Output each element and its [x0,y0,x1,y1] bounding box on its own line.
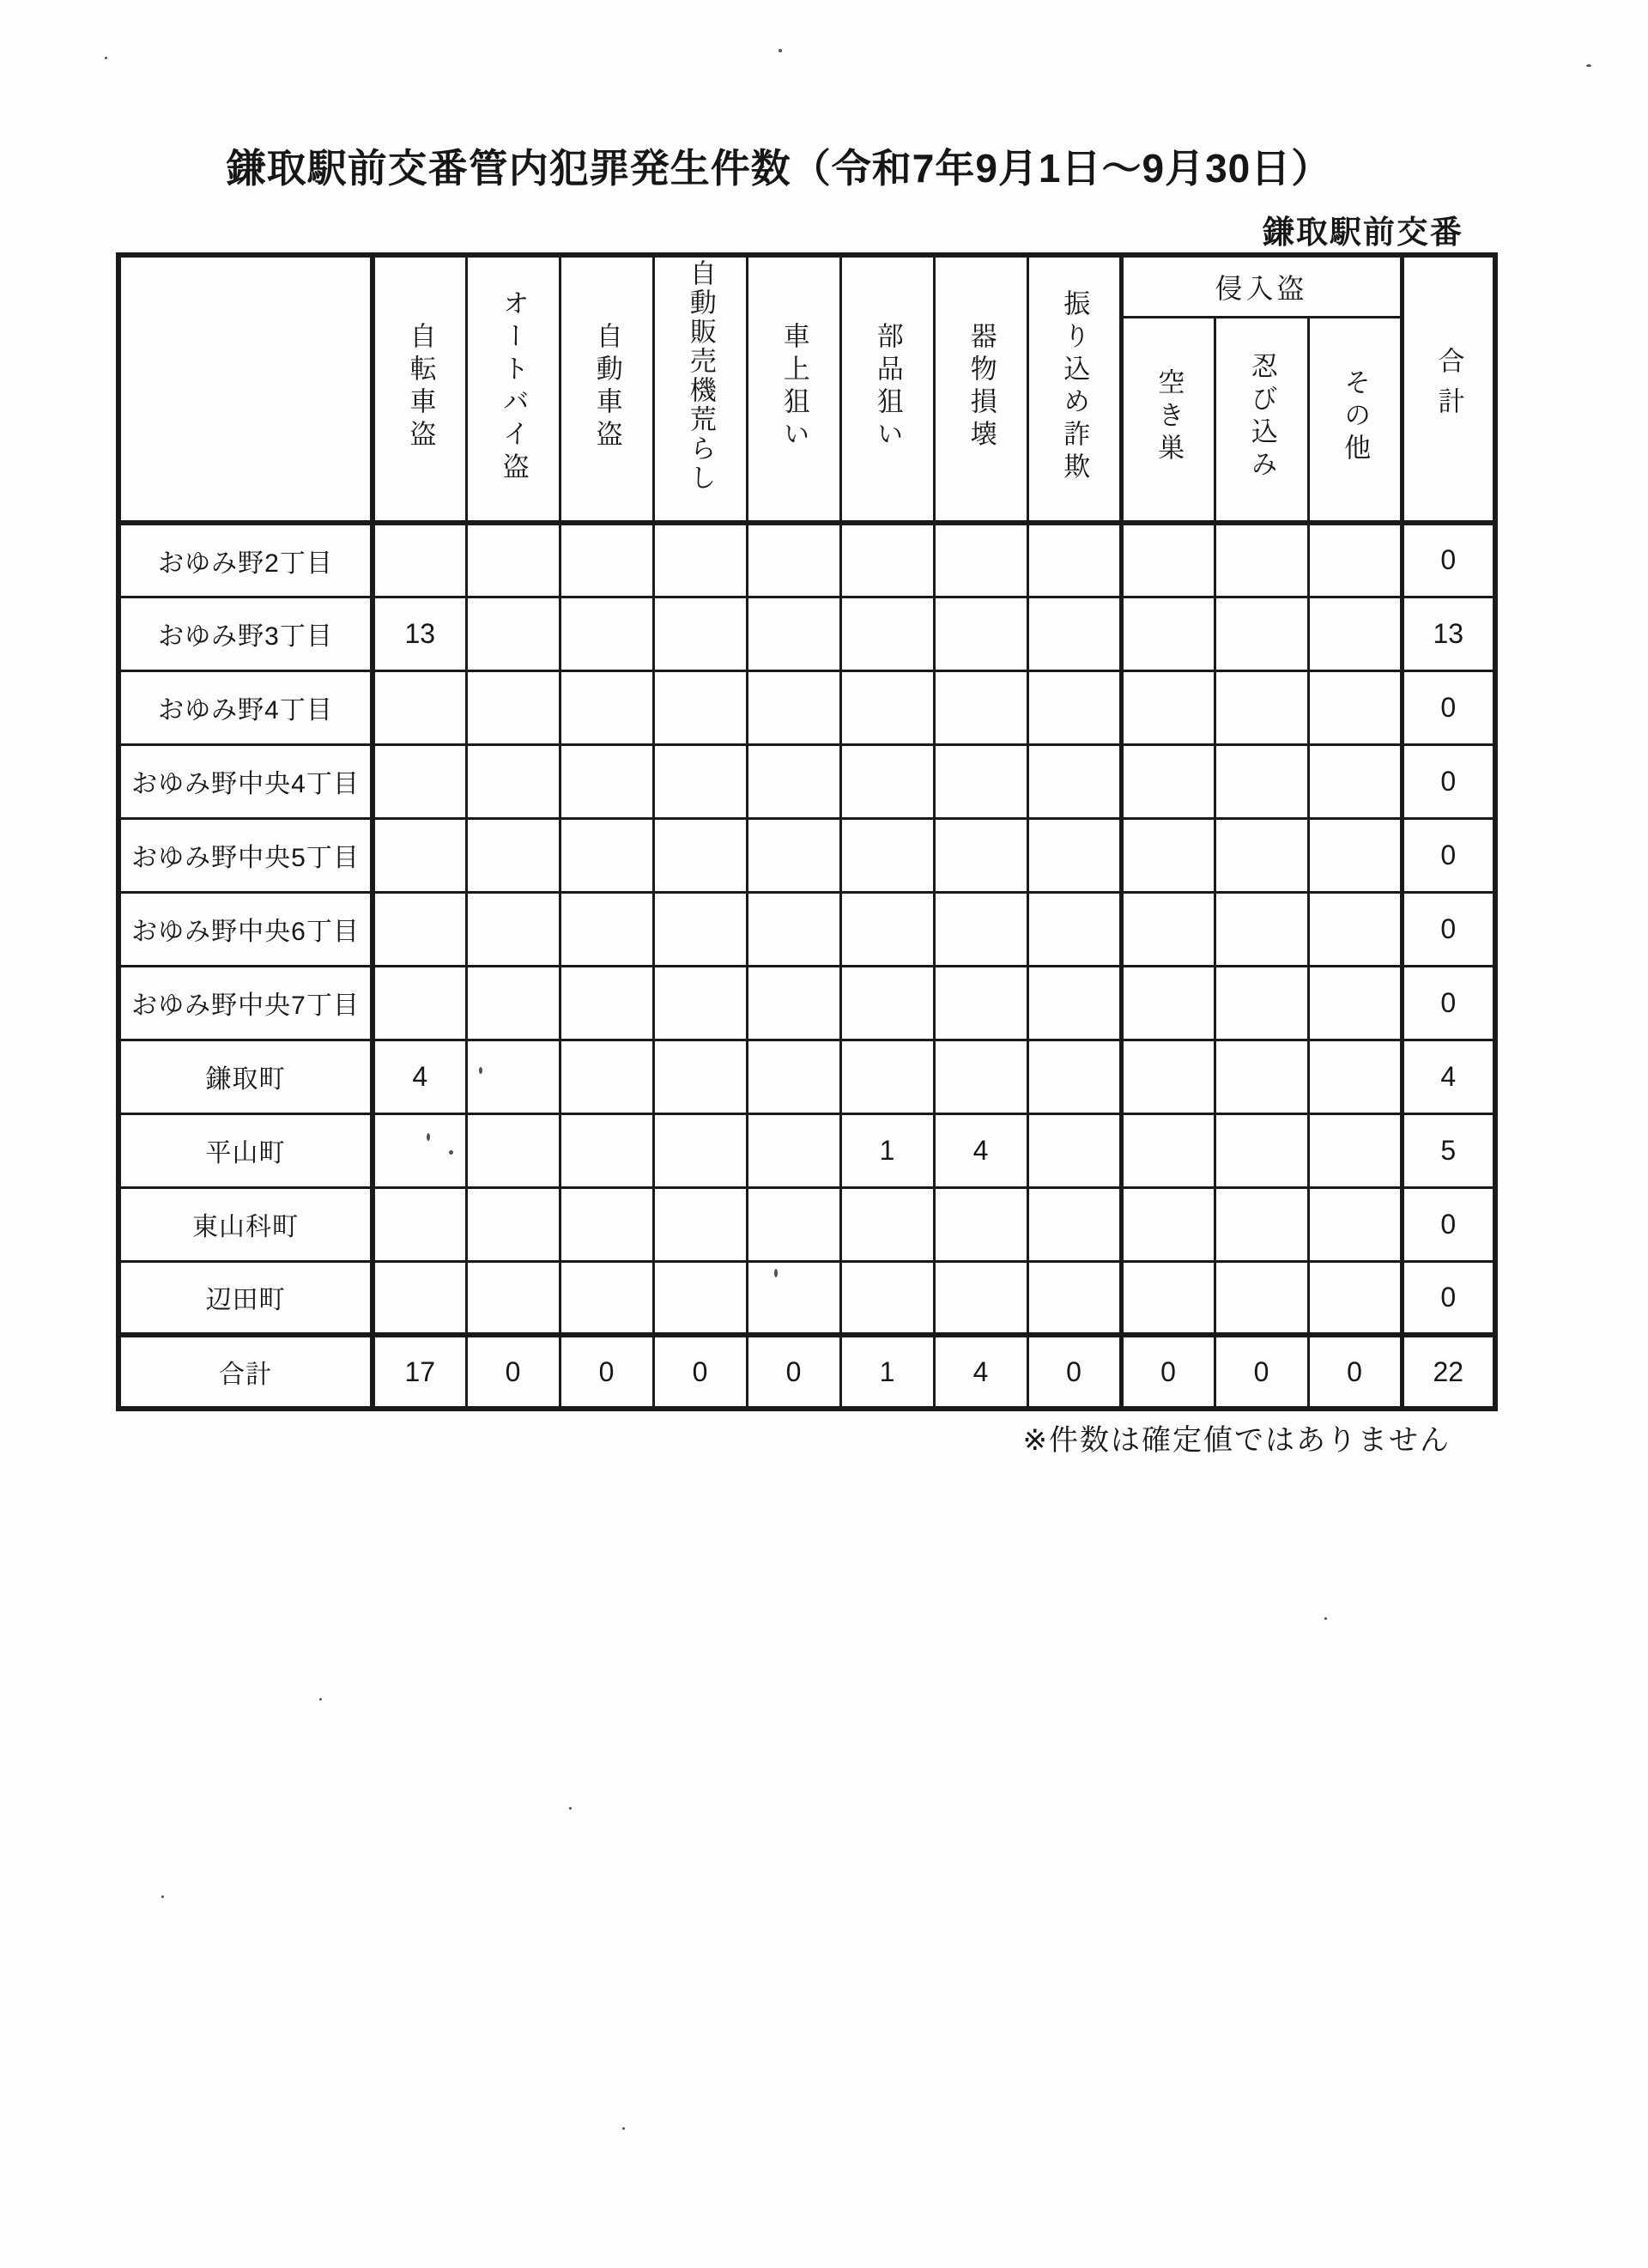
count-cell [560,1187,653,1261]
count-cell [653,966,747,1040]
count-cell: 1 [840,1113,934,1187]
count-cell: 4 [934,1335,1027,1409]
row-total-cell: 22 [1402,1335,1495,1409]
footnote: ※件数は確定値ではありません [1022,1424,1451,1457]
count-cell [560,1261,653,1335]
count-cell [1308,1187,1402,1261]
count-cell [1121,744,1215,818]
count-cell [1027,744,1121,818]
count-cell [466,818,560,892]
count-cell [747,1261,840,1335]
count-cell [747,744,840,818]
crime-statistics-table [116,252,1498,1411]
scan-artifact [569,1807,572,1810]
row-total-cell: 0 [1402,892,1495,966]
scan-artifact [427,1133,430,1141]
count-cell [934,818,1027,892]
count-cell [373,818,466,892]
row-label: おゆみ野中央4丁目 [118,744,373,818]
header-row-top [118,255,1495,317]
count-cell [1121,670,1215,744]
count-cell [840,1261,934,1335]
scan-artifact [161,1895,164,1898]
count-cell: 0 [1215,1335,1308,1409]
count-cell [373,670,466,744]
table-row [118,1113,1495,1187]
row-total-cell: 0 [1402,966,1495,1040]
count-cell: 0 [747,1335,840,1409]
count-cell [466,744,560,818]
count-cell [1121,1040,1215,1113]
count-cell [373,1187,466,1261]
count-cell [1027,1261,1121,1335]
count-cell [747,1187,840,1261]
col-header-parts-theft [840,255,934,523]
count-cell [466,1113,560,1187]
col-header-label: オートバイ盗 [498,288,529,485]
table-body [118,523,1495,1409]
table-row [118,818,1495,892]
station-name-label: 鎌取駅前交番 [1263,215,1463,250]
col-header-label: 空き巣 [1154,367,1184,466]
count-cell [934,523,1027,597]
count-cell [1215,966,1308,1040]
count-cell [1027,1187,1121,1261]
count-cell [1027,818,1121,892]
table-row [118,966,1495,1040]
count-cell [747,966,840,1040]
count-cell [1215,1040,1308,1113]
count-cell [560,670,653,744]
count-cell [840,892,934,966]
count-cell [1308,818,1402,892]
count-cell [466,966,560,1040]
col-header-motorcycle-theft [466,255,560,523]
count-cell [747,892,840,966]
count-cell [747,1113,840,1187]
count-cell: 4 [373,1040,466,1113]
row-label: 東山科町 [118,1187,373,1261]
table-row [118,523,1495,597]
scan-artifact [622,2127,625,2130]
count-cell [1027,1040,1121,1113]
count-cell [840,670,934,744]
count-cell [466,1261,560,1335]
col-header-sneak-in-burglary [1215,317,1308,523]
document-title: 鎌取駅前交番管内犯罪発生件数（令和7年9月1日～9月30日） [226,146,1332,191]
count-cell [1215,523,1308,597]
count-cell [1308,597,1402,670]
count-cell [466,1040,560,1113]
col-header-label: 自動販売機荒らし [685,259,716,493]
table-header [118,255,1495,523]
count-cell [373,966,466,1040]
col-header-bicycle-theft [373,255,466,523]
count-cell [934,744,1027,818]
row-total-cell: 0 [1402,818,1495,892]
count-cell [1308,1113,1402,1187]
row-label: おゆみ野中央5丁目 [118,818,373,892]
count-cell: 17 [373,1335,466,1409]
count-cell [747,818,840,892]
count-cell [1308,523,1402,597]
scan-artifact [1324,1617,1327,1620]
count-cell [934,597,1027,670]
row-total-cell: 0 [1402,744,1495,818]
count-cell [1215,818,1308,892]
count-cell [747,670,840,744]
col-header-label: その他 [1340,367,1371,466]
count-cell [1121,1113,1215,1187]
row-label: 鎌取町 [118,1040,373,1113]
col-header-label: 自転車盗 [405,321,436,452]
scan-artifact [1586,64,1591,67]
row-label: おゆみ野中央7丁目 [118,966,373,1040]
count-cell: 1 [840,1335,934,1409]
count-cell [560,1040,653,1113]
col-header-vending-machine-raid [653,255,747,523]
count-cell [840,744,934,818]
col-header-label: 器物損壊 [966,321,997,452]
row-label: おゆみ野中央6丁目 [118,892,373,966]
count-cell [747,1040,840,1113]
count-cell [560,966,653,1040]
count-cell [1308,966,1402,1040]
row-label: おゆみ野4丁目 [118,670,373,744]
col-header-label: 自動車盗 [591,321,622,452]
count-cell [560,818,653,892]
corner-cell [118,255,373,523]
count-cell [560,1113,653,1187]
count-cell: 0 [560,1335,653,1409]
row-total-cell: 4 [1402,1040,1495,1113]
col-header-property-damage [934,255,1027,523]
row-label: おゆみ野3丁目 [118,597,373,670]
row-total-cell: 0 [1402,1187,1495,1261]
count-cell [1308,892,1402,966]
col-header-label: 車上狙い [779,321,809,452]
col-header-car-theft [560,255,653,523]
table-row [118,597,1495,670]
row-label: おゆみ野2丁目 [118,523,373,597]
count-cell: 0 [466,1335,560,1409]
col-header-label: 振り込め詐欺 [1059,288,1090,485]
count-cell [840,597,934,670]
count-cell [1027,523,1121,597]
count-cell [1121,523,1215,597]
count-cell [560,744,653,818]
row-total-cell: 13 [1402,597,1495,670]
count-cell [747,523,840,597]
table-row [118,744,1495,818]
row-total-cell: 0 [1402,1261,1495,1335]
table-row [118,1261,1495,1335]
scan-artifact [105,57,107,59]
count-cell [466,670,560,744]
col-header-empty-house-burglary [1121,317,1215,523]
row-label: 辺田町 [118,1261,373,1335]
col-header-wire-fraud [1027,255,1121,523]
count-cell [653,670,747,744]
total-row-label: 合計 [118,1335,373,1409]
count-cell [373,1261,466,1335]
count-cell [466,597,560,670]
count-cell [840,966,934,1040]
scan-artifact [449,1150,453,1155]
count-cell [653,1040,747,1113]
count-cell [840,523,934,597]
count-cell [1215,892,1308,966]
count-cell [466,1187,560,1261]
count-cell [1027,966,1121,1040]
count-cell [653,818,747,892]
col-header-label: 忍び込み [1246,351,1277,482]
count-cell [1121,597,1215,670]
col-header-label: 部品狙い [872,321,903,452]
scan-artifact [319,1698,322,1701]
count-cell [1215,744,1308,818]
count-cell [1121,1187,1215,1261]
count-cell [934,670,1027,744]
count-cell [653,744,747,818]
row-total-cell: 0 [1402,670,1495,744]
count-cell [1121,966,1215,1040]
count-cell [466,892,560,966]
count-cell [373,892,466,966]
total-row [118,1335,1495,1409]
count-cell: 0 [1121,1335,1215,1409]
count-cell [1308,1261,1402,1335]
count-cell [560,597,653,670]
scan-artifact [779,49,782,52]
count-cell [653,1261,747,1335]
count-cell [934,966,1027,1040]
count-cell [1308,670,1402,744]
count-cell [653,523,747,597]
row-total-cell: 0 [1402,523,1495,597]
count-cell: 4 [934,1113,1027,1187]
scan-artifact [479,1067,482,1074]
table-row [118,670,1495,744]
count-cell [1027,892,1121,966]
count-cell [1308,744,1402,818]
count-cell [934,892,1027,966]
count-cell [653,892,747,966]
count-cell [1215,1187,1308,1261]
count-cell [1215,1261,1308,1335]
table-row [118,1187,1495,1261]
count-cell: 13 [373,597,466,670]
count-cell [653,597,747,670]
col-header-label: 合計 [1433,346,1464,428]
count-cell [560,523,653,597]
count-cell [560,892,653,966]
col-header-theft-from-vehicle [747,255,840,523]
count-cell [653,1187,747,1261]
count-cell [1027,597,1121,670]
count-cell [840,818,934,892]
count-cell: 0 [653,1335,747,1409]
col-group-intrusion-theft: 侵入盗 [1121,255,1402,317]
count-cell [1027,1113,1121,1187]
count-cell [373,744,466,818]
col-header-other-intrusion [1308,317,1402,523]
count-cell [1027,670,1121,744]
col-header-total [1402,255,1495,523]
count-cell [1215,1113,1308,1187]
count-cell [934,1187,1027,1261]
count-cell [1121,818,1215,892]
count-cell [1215,597,1308,670]
count-cell [747,597,840,670]
count-cell: 0 [1027,1335,1121,1409]
count-cell [840,1040,934,1113]
count-cell [373,523,466,597]
count-cell [1215,670,1308,744]
table-row [118,1040,1495,1113]
count-cell [934,1040,1027,1113]
scan-artifact [774,1269,778,1277]
count-cell [1308,1040,1402,1113]
count-cell [1121,892,1215,966]
table-row [118,892,1495,966]
count-cell [1121,1261,1215,1335]
count-cell [934,1261,1027,1335]
count-cell [466,523,560,597]
count-cell [840,1187,934,1261]
count-cell: 0 [1308,1335,1402,1409]
row-total-cell: 5 [1402,1113,1495,1187]
count-cell [653,1113,747,1187]
row-label: 平山町 [118,1113,373,1187]
